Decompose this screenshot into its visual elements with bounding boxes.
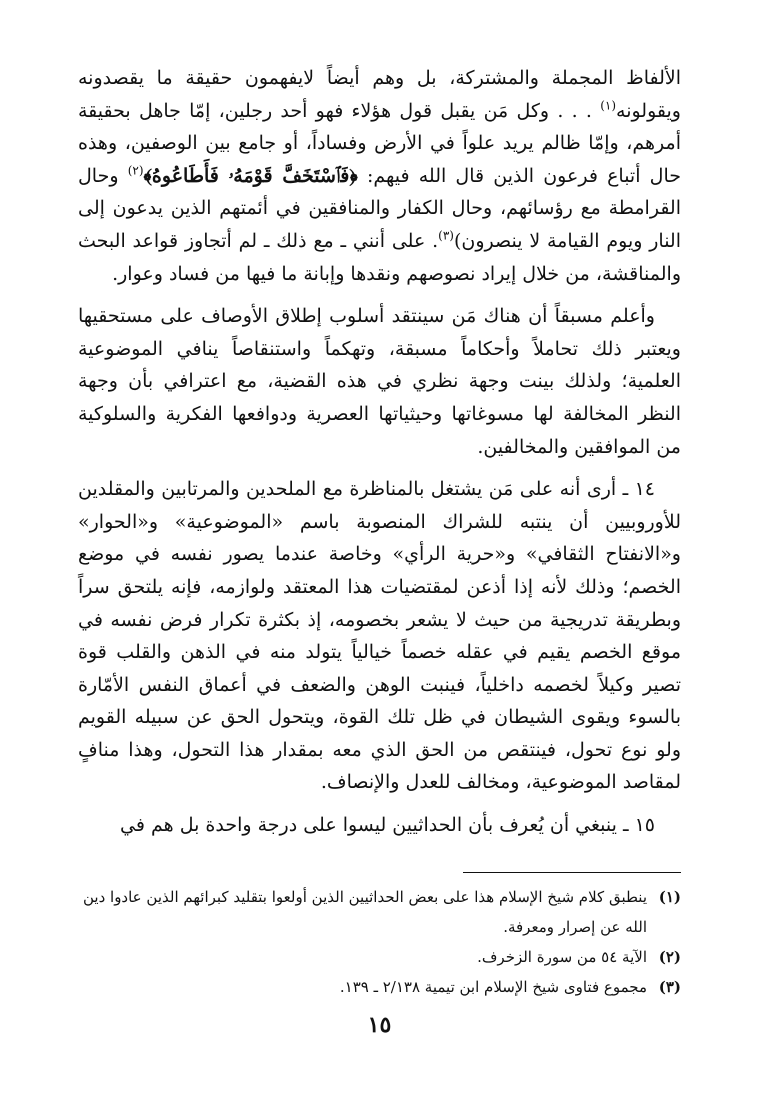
footnote-3 [78,972,681,1002]
paragraph-1 [78,62,681,290]
footnote-number: (٣) [658,978,681,996]
footnote-text: الآية ٥٤ من سورة الزخرف. [477,948,647,966]
paragraph-15: ١٥ ـ ينبغي أن يُعرف بأن الحداثيين ليسوا على درجة واحدة بل هم في [120,814,655,837]
paragraph-text: . على أنني ـ مع ذلك ـ لم أتجاوز قواعد البحث والمناقشة، من خلال إيراد نصوصهم ونقدها وإبانة ما فيها من فساد وعوار. [78,229,681,285]
footnote-number: (١) [658,888,681,906]
paragraph-2: وأعلم مسبقاً أن هناك مَن سينتقد أسلوب إطلاق الأوصاف على مستحقيها ويعتبر ذلك تحاملاً وأحكاماً مسبقة، وتهكماً واستنقاصاً ينافي الموضوعية العلمية؛ ولذلك بينت وجهة نظري في هذه القضية، مع اعترافي بأن وجهة النظر المخالفة لها مسوغاتها وحيثياتها العصرية ودوافعها الفكرية والسلوكية من الموافقين والمخالفين. [78,305,681,458]
paragraph-text: الألفاظ المجملة والمشتركة، بل وهم أيضاً لايفهمون حقيقة ما يقصدونه ويقولونه [78,67,681,122]
quran-quote: ﴿فَٱسْتَخَفَّ قَوْمَهُۥ فَأَطَاعُوهُ﴾ [143,164,358,187]
footnote-text: مجموع فتاوى شيخ الإسلام ابن تيمية ٢/١٣٨ ـ ١٣٩. [339,978,647,996]
paragraph-text: وحال القرامطة مع رؤسائهم، وحال الكفار والمنافقين في أئمتهم الذين يدعون إلى النار ويوم القيامة لا ينصرون) [78,164,681,252]
footnote-divider [463,872,681,873]
footnote-ref-1: (١) [600,98,617,113]
footnote-ref-2: (٢) [127,163,144,178]
main-text [78,62,681,842]
footnote-number: (٢) [658,948,681,966]
footnote-text: ينطبق كلام شيخ الإسلام هذا على بعض الحداثيين الذين أولعوا بتقليد كبرائهم الذين عادوا دين الله عن إصرار ومعرفة. [82,888,647,936]
footnote-ref-3: (٣) [438,228,454,243]
footnote-2 [78,942,681,972]
footnotes [78,882,681,1002]
footnote-1 [78,882,681,942]
paragraph-14: ١٤ ـ أرى أنه على مَن يشتغل بالمناظرة مع الملحدين والمرتابين والمقلدين للأوروبيين أن ينتبه للشراك المنصوبة باسم «الموضوعية» و«الحوار» و«الانفتاح الثقافي» و«حرية الرأي» وخاصة عندما يصور نفسه في موضع الخصم؛ وذلك لأنه إذا أذعن لمقتضيات هذا المعتقد ولوازمه، فإنه يلتحق سراً وبطريقة تدريجية من حيث لا يشعر بخصومه، إذ بكثرة تكرار فرض نفسه في موقع الخصم يقيم في عقله خصماً خيالياً يتولد منه في الذهن والقلب قوة تصير وكيلاً لخصمه داخلياً، فينبت الوهن والضعف في أعماق النفس الأمّارة بالسوء ويقوى الشيطان في ظل تلك القوة، ويتحول الحق عن سبيله القويم ولو نوع تحول، فينتقص من الحق الذي معه بمقدار هذا التحول، وهذا منافٍ لمقاصد الموضوعية، ومخالف للعدل والإنصاف. [78,478,681,794]
paragraph-text: . . . وكل مَن يقبل قول هؤلاء فهو أحد رجلين، إمّا جاهل بحقيقة أمرهم، وإمّا ظالم يريد علواً في الأرض وفساداً، أو جامع بين الوصفين، وهذه حال أتباع فرعون الذين قال الله فيهم: [78,99,681,187]
page-number: ١٥ [367,1012,392,1038]
